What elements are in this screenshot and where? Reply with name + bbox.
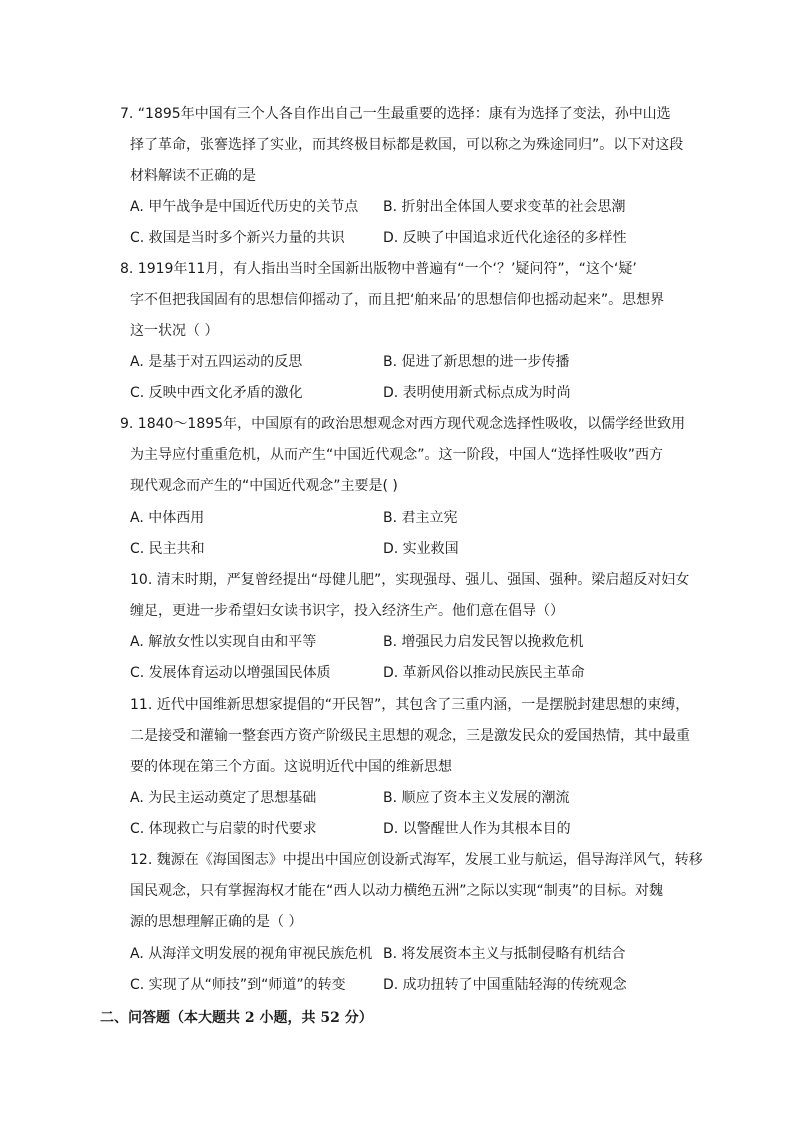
q9-option-a: A. 中体西用 [130, 510, 205, 526]
q10-option-a: A. 解放女性以实现自由和平等 [130, 634, 317, 650]
q12-option-b: B. 将发展资本主义与抵制侵略有机结合 [383, 946, 626, 962]
section-heading: 二、问答题（本大题共 2 小题，共 52 分） [100, 1010, 373, 1026]
q10-option-d: D. 革新风俗以推动民族民主革命 [383, 665, 585, 681]
q7-line-1: 7. “1895年中国有三个人各自作出自己一生最重要的选择：康有为选择了变法，孙中山选 [120, 106, 671, 122]
q12-option-c: C. 实现了从“师技”到“师道”的转变 [130, 977, 346, 993]
q8-option-c: C. 反映中西文化矛盾的激化 [130, 385, 303, 401]
q9-option-b: B. 君主立宪 [383, 510, 458, 526]
q8-line-1: 8. 1919年11月，有人指出当时全国新出版物中普遍有“一个‘？’疑问符”，“这个‘疑’ [120, 261, 637, 277]
q7-option-a: A. 甲午战争是中国近代历史的关节点 [130, 199, 359, 215]
q7-option-d: D. 反映了中国追求近代化途径的多样性 [383, 230, 627, 246]
q11-option-d: D. 以警醒世人作为其根本目的 [383, 821, 571, 837]
q9-line-3: 现代观念而产生的“中国近代观念”主要是( ) [130, 478, 398, 494]
q7-line-3: 材料解读不正确的是 [130, 168, 256, 184]
q11-line-2: 二是接受和灌输一整套西方资产阶级民主思想的观念，三是激发民众的爱国热情，其中最重 [130, 728, 690, 744]
q9-line-1: 9. 1840～1895年，中国原有的政治思想观念对西方现代观念选择性吸收，以儒学经世致用 [120, 416, 686, 432]
q8-line-2: 字不但把我国固有的思想信仰摇动了，而且把‘舶来品’的思想信仰也摇动起来”。思想界 [130, 292, 665, 308]
q9-option-c: C. 民主共和 [130, 541, 205, 557]
q7-option-c: C. 救国是当时多个新兴力量的共识 [130, 230, 345, 246]
q12-option-d: D. 成功扭转了中国重陆轻海的传统观念 [383, 977, 627, 993]
q10-line-2: 缠足，更进一步希望妇女读书识字，投入经济生产。他们意在倡导（） [130, 603, 564, 619]
q11-option-c: C. 体现救亡与启蒙的时代要求 [130, 821, 317, 837]
q12-line-1: 12. 魏源在《海国图志》中提出中国应创设新式海军，发展工业与航运，倡导海洋风气，转移 [130, 852, 703, 868]
q10-option-c: C. 发展体育运动以增强国民体质 [130, 665, 331, 681]
q9-line-2: 为主导应付重重危机，从而产生“中国近代观念”。这一阶段，中国人“选择性吸收”西方 [130, 447, 664, 463]
q10-option-b: B. 增强民力启发民智以挽救危机 [383, 634, 584, 650]
q11-line-1: 11. 近代中国维新思想家提倡的“开民智”，其包含了三重内涵，一是摆脱封建思想的束缚， [130, 697, 690, 713]
q12-line-2: 国民观念，只有掌握海权才能在“西人以动力横绝五洲”之际以实现“制夷”的目标。对魏 [130, 883, 664, 899]
q7-option-b: B. 折射出全体国人要求变革的社会思潮 [383, 199, 626, 215]
q8-option-a: A. 是基于对五四运动的反思 [130, 354, 303, 370]
q11-option-a: A. 为民主运动奠定了思想基础 [130, 790, 317, 806]
q12-line-3: 源的思想理解正确的是（ ） [130, 914, 303, 930]
q8-option-b: B. 促进了新思想的进一步传播 [383, 354, 570, 370]
q11-line-3: 要的体现在第三个方面。这说明近代中国的维新思想 [130, 759, 452, 775]
q7-line-2: 择了革命，张謇选择了实业，而其终极目标都是救国，可以称之为殊途同归”。以下对这段 [130, 137, 684, 153]
q8-line-3: 这一状况（ ） [130, 323, 219, 339]
q10-line-1: 10. 清末时期，严复曾经提出“母健儿肥”，实现强母、强儿、强国、强种。梁启超反对妇女 [130, 572, 690, 588]
q8-option-d: D. 表明使用新式标点成为时尚 [383, 385, 571, 401]
q11-option-b: B. 顺应了资本主义发展的潮流 [383, 790, 570, 806]
q12-option-a: A. 从海洋文明发展的视角审视民族危机 [130, 946, 373, 962]
q9-option-d: D. 实业救国 [383, 541, 459, 557]
